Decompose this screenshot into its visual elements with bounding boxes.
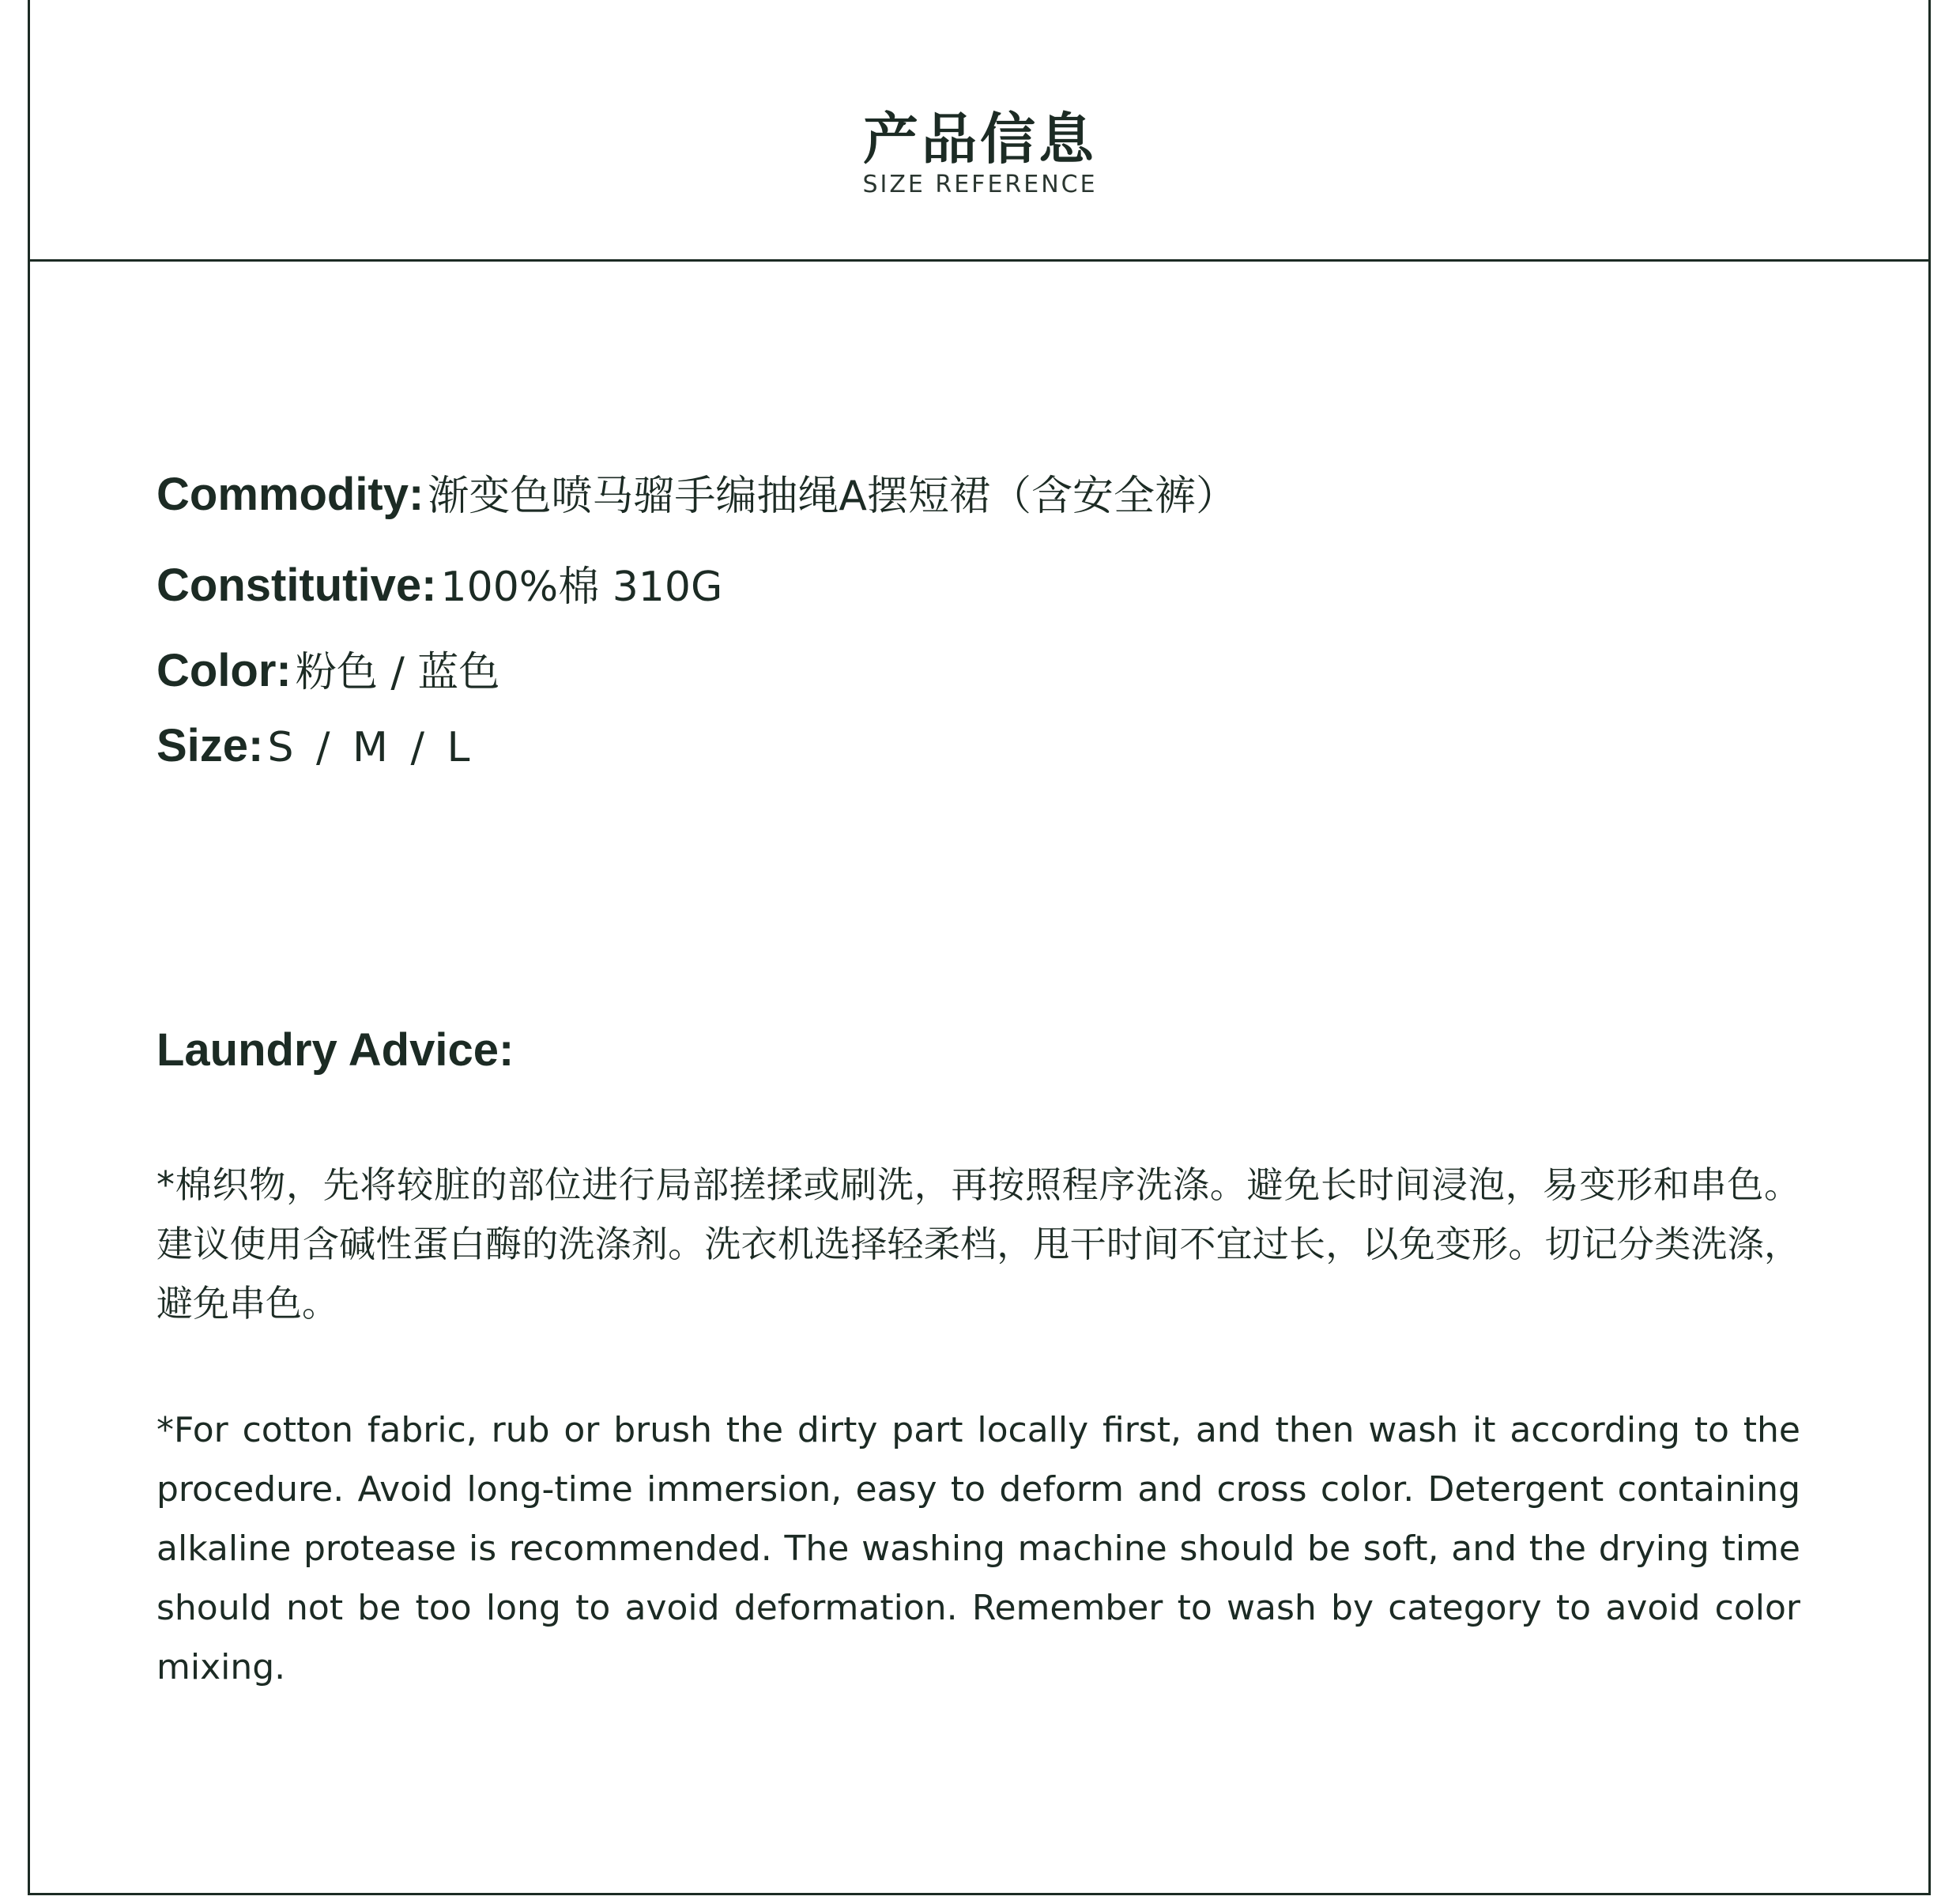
color-value: 粉色 / 蓝色 [295,649,500,696]
size-label: Size: [156,720,264,771]
color-row [156,639,1816,698]
commodity-row [156,462,1816,522]
size-value: S / M / L [267,724,475,771]
laundry-advice-english: *For cotton fabric, rub or brush the dirty part locally first, and then wash it according to the procedure. Avoid long-time immersion, easy to deform and cross color. Detergent containing alkaline protease is recommended. The washing machine should be soft, and the drying time should not be too long to avoid deformation. Remember to wash by category to avoid color mixing. [156,1410,1800,1687]
laundry-advice-title: Laundry Advice: [156,1024,514,1076]
page-title: 产品信息 [863,107,1097,172]
laundry-advice-chinese: *棉织物，先将较脏的部位进行局部搓揉或刷洗，再按照程序洗涤。避免长时间浸泡，易变形和串色。建议使用含碱性蛋白酶的洗涤剂。洗衣机选择轻柔档，甩干时间不宜过长，以免变形。切记分类洗涤，避免串色。 [156,1163,1800,1325]
size-row [156,719,1816,772]
constitutive-label: Constitutive: [156,560,437,611]
constitutive-row [156,553,1816,613]
page-subtitle: SIZE REFERENCE [862,171,1098,198]
header-divider [28,259,1931,262]
color-label: Color: [156,645,292,696]
commodity-value: 渐变色喷马骝手编抽绳A摆短裙（含安全裤） [428,473,1237,520]
commodity-label: Commodity: [156,469,424,520]
constitutive-value: 100%棉 310G [440,564,723,611]
